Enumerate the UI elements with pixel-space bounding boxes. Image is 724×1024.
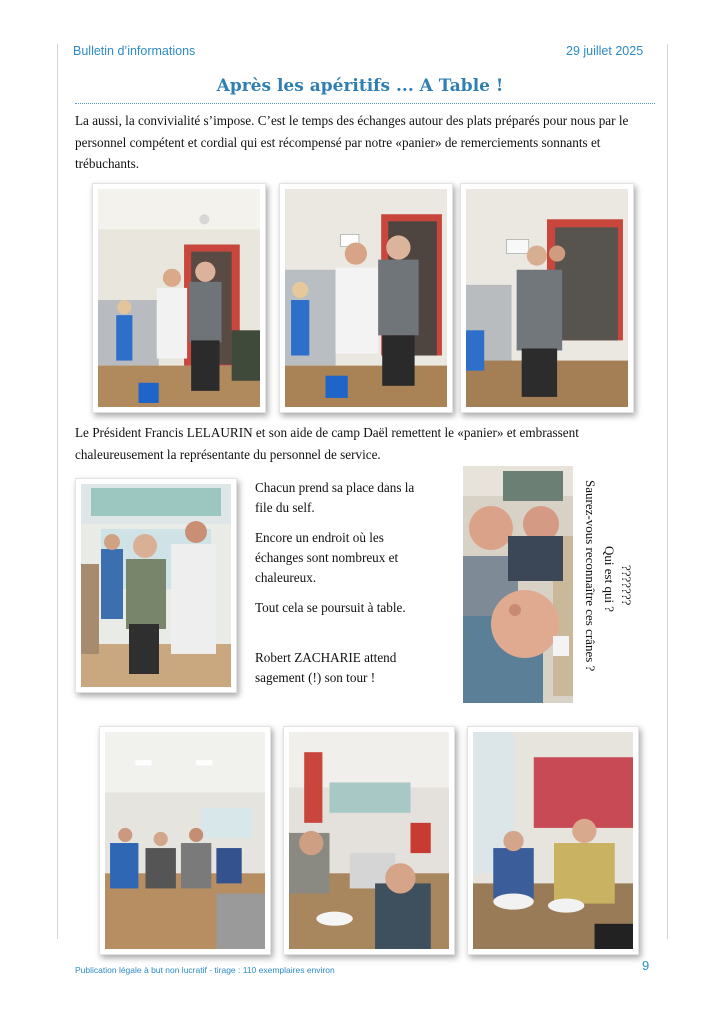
photo-caption: Le Président Francis LELAURIN et son aide de camp Daël remettent le «panier» et embrassent chaleureusement la représentante du personnel de service.	[75, 425, 579, 462]
intro-paragraph: La aussi, la convivialité s’impose. C’est le temps des échanges autour des plats préparés pour nous par le personnel compétent et cordial qui est récompensé par notre «panier» de remerciements sonnants et trébuchants.	[75, 113, 629, 171]
side-text-2: Encore un endroit où les échanges sont nombreux et chaleureux.	[255, 530, 399, 585]
photo-dining-hall-1	[99, 726, 271, 955]
header-date: 29 juillet 2025	[566, 44, 644, 58]
right-margin-rule	[667, 44, 668, 939]
side-text-4: Robert ZACHARIE attend sagement (!) son tour !	[255, 650, 397, 685]
footer-notice: Publication légale à but non lucratif - tirage : 110 exemplaires environ	[75, 965, 335, 975]
page-title: Après les apéritifs ... A Table !	[216, 76, 504, 96]
vertical-who-is-who: Qui est qui ?	[602, 546, 617, 613]
photo-bald-heads	[463, 466, 573, 703]
photo-basket-2	[279, 183, 453, 413]
title-divider	[75, 103, 655, 104]
bulletin-header: Bulletin d’informations	[73, 44, 196, 58]
photo-dining-hall-3	[467, 726, 639, 955]
side-text	[255, 478, 435, 698]
side-text-1: Chacun prend sa place dans la file du self.	[255, 480, 415, 515]
page-number: 9	[642, 958, 650, 973]
vertical-question-marks: ???????	[619, 565, 634, 606]
side-text-3: Tout cela se poursuit à table.	[255, 600, 406, 615]
photo-self-queue	[75, 478, 237, 693]
photo-basket-3	[460, 183, 634, 413]
photo-dining-hall-2	[283, 726, 455, 955]
left-margin-rule	[57, 44, 58, 939]
vertical-question: Saurez-vous reconnaître ces crânes ?	[583, 480, 598, 672]
photo-basket-1	[92, 183, 266, 413]
